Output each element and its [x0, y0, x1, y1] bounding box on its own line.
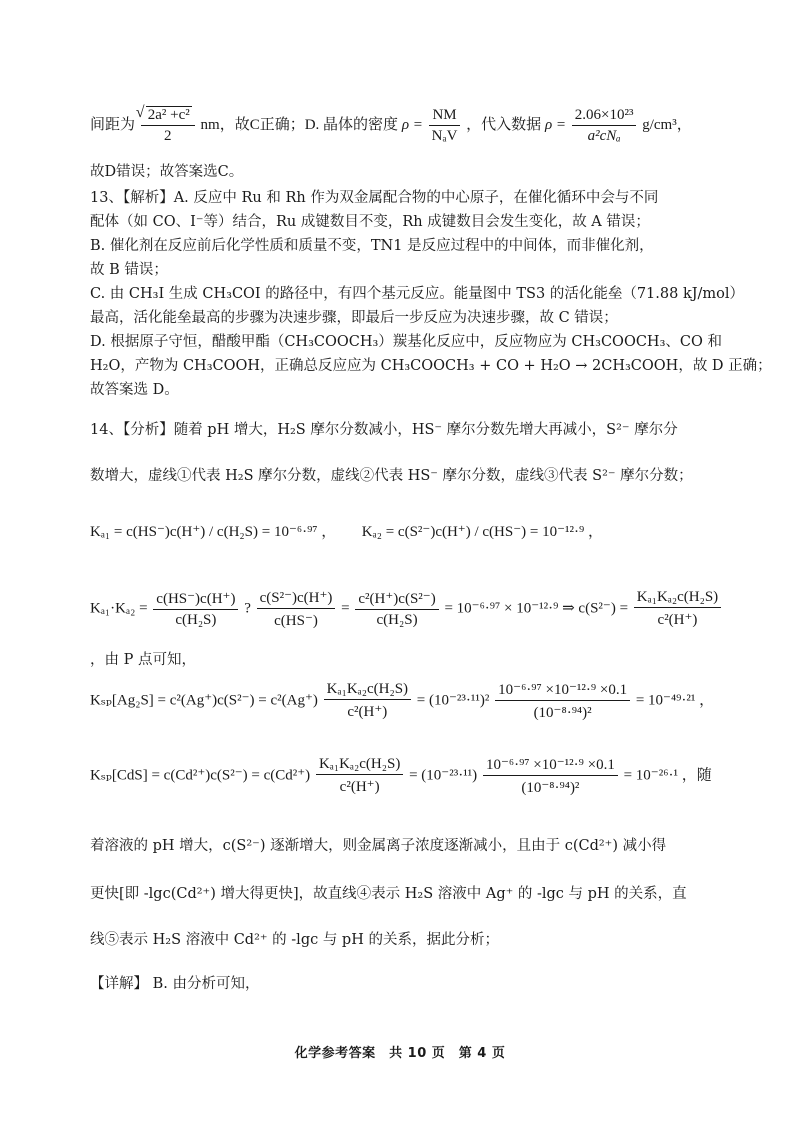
- text-segment: nm，故C正确；D. 晶体的密度: [200, 116, 399, 133]
- q12-density-line: [90, 106, 692, 145]
- text-segment: 间距为: [90, 116, 136, 133]
- fraction: [355, 589, 438, 629]
- fraction: [495, 680, 630, 722]
- q13-line: 故 B 错误；: [90, 262, 168, 278]
- fraction-denominator: (10⁻⁸·⁹⁴)²: [521, 780, 580, 796]
- equation-text: ?: [244, 600, 251, 617]
- fraction: [634, 589, 721, 629]
- fraction-denominator: (10⁻⁸·⁹⁴)²: [533, 705, 592, 721]
- fraction-numerator: NM: [429, 107, 461, 126]
- ksp-ag2s-equation: [90, 680, 714, 722]
- q13-line: B. 催化剂在反应前后化学性质和质量不变，TN1 是反应过程中的中间体，而非催化剂，: [90, 238, 654, 254]
- fraction-denominator: c²(H⁺): [347, 704, 388, 720]
- q13-line: 配体（如 CO、I⁻等）结合，Ru 成键数目不变，Rh 成键数目会发生变化，故 A 错误；: [90, 214, 650, 230]
- q14-detail-line: 【详解】 B. 由分析可知，: [90, 976, 260, 992]
- fraction: [316, 756, 403, 796]
- fraction: [324, 681, 411, 721]
- fraction-numerator: Kₐ₁Kₐ₂c(H₂S): [634, 589, 721, 608]
- equation-text: Kₐ₁·Kₐ₂ =: [90, 600, 148, 617]
- q14-analysis-line: 更快[即 -lgc(Cd²⁺) 增大得更快]，故直线④表示 H₂S 溶液中 Ag⁺ 的 -lgc 与 pH 的关系，直: [90, 886, 687, 902]
- equation-text: = 10⁻⁶·⁹⁷ × 10⁻¹²·⁹ ⇒ c(S²⁻) =: [444, 600, 629, 617]
- ka-equations: [90, 520, 603, 541]
- fraction-density: [429, 107, 461, 145]
- equation-text: Kₛₚ[CdS] = c(Cd²⁺)c(S²⁻) = c(Cd²⁺): [90, 767, 311, 784]
- ka-product-equation: Kₐ₁·Kₐ₂ = $\frac{c(HS^-)c(H^+)}{\text{c(H₂S)}}$ ? $\frac{\text{c(S²⁻)c(H⁺)}}{c(HS^-)}$ = $\frac{\text{c²(H⁺)c(S²⁻)}}{\text{c(H₂S)}}$ = 10⁻⁶·⁹⁷ × 10⁻¹²·⁹ ⇒ c(S²⁻) = $\frac{\text{Kₐ₁Kₐ₂c(H₂S)}}{\text{c²(H⁺)}}$: [90, 588, 723, 630]
- q14-analysis-line: 数增大，虚线①代表 H₂S 摩尔分数，虚线②代表 HS⁻ 摩尔分数，虚线③代表 S²⁻ 摩尔分数；: [90, 468, 693, 484]
- q13-line: C. 由 CH₃I 生成 CH₃COI 的路径中，有四个基元反应。能量图中 TS3 的活化能垒（71.88 kJ/mol）: [90, 286, 745, 302]
- fraction-denominator: c(H₂S): [175, 612, 217, 628]
- rho-symbol: ρ =: [401, 116, 423, 133]
- page-footer: 化学参考答案 共 10 页 第 4 页: [294, 1046, 506, 1061]
- fraction-numerator: c(S²⁻)c(H⁺): [257, 588, 336, 609]
- unit-text: g/cm³，: [642, 116, 692, 133]
- fraction-denominator: a²cNₐ: [587, 127, 621, 144]
- fraction-denominator: c²(H⁺): [657, 612, 698, 628]
- fraction-numerator: Kₐ₁Kₐ₂c(H₂S): [324, 681, 411, 700]
- ksp-cds-equation: [90, 755, 712, 797]
- fraction-numerator: 10⁻⁶·⁹⁷ ×10⁻¹²·⁹ ×0.1: [495, 680, 630, 701]
- q14-analysis-line: 14、【分析】随着 pH 增大，H₂S 摩尔分数减小，HS⁻ 摩尔分数先增大再减小，S²⁻ 摩尔分: [90, 422, 678, 438]
- rho-symbol: ρ =: [544, 116, 567, 133]
- q13-line: D. 根据原子守恒，醋酸甲酯（CH₃COOCH₃）羰基化反应中，反应物应为 CH₃COOCH₃、CO 和: [90, 334, 722, 350]
- fraction: [483, 755, 618, 797]
- q14-analysis-line: 线⑤表示 H₂S 溶液中 Cd²⁺ 的 -lgc 与 pH 的关系，据此分析；: [90, 932, 499, 948]
- q14-analysis-line: 着溶液的 pH 增大，c(S²⁻) 逐渐增大，则金属离子浓度逐渐减小，且由于 c(Cd²⁺) 减小得: [90, 838, 667, 854]
- fraction-numerator: c(HS⁻)c(H⁺): [153, 589, 238, 610]
- ka2-equation: Kₐ₂ = c(S²⁻)c(H⁺) / c(HS⁻) = 10⁻¹²·⁹ ，: [361, 524, 603, 540]
- equation-text: = (10⁻²³·¹¹): [409, 767, 478, 784]
- q12-conclusion: 故D错误；故答案选C。: [90, 164, 244, 180]
- q13-line: H₂O，产物为 CH₃COOH，正确总反应应为 CH₃COOCH₃ + CO + H₂O → 2CH₃COOH，故 D 正确；: [90, 358, 772, 374]
- fraction-numerator: 10⁻⁶·⁹⁷ ×10⁻¹²·⁹ ×0.1: [483, 755, 618, 776]
- fraction-denominator: 2: [164, 128, 172, 144]
- equation-text: = 10⁻⁴⁹·²¹ ，: [635, 692, 715, 709]
- q14-p-point-note: ，由 P 点可知，: [90, 652, 196, 668]
- fraction-denominator: NₐV: [431, 127, 458, 144]
- equation-text: Kₛₚ[Ag₂S] = c²(Ag⁺)c(S²⁻) = c²(Ag⁺): [90, 692, 318, 709]
- fraction-numerator: 2.06×10²³: [572, 107, 637, 126]
- equation-text: = (10⁻²³·¹¹)²: [416, 692, 490, 709]
- fraction-data: [572, 107, 637, 145]
- fraction-spacing: [141, 106, 195, 145]
- q13-line: 13、【解析】A. 反应中 Ru 和 Rh 作为双金属配合物的中心原子，在催化循环中会与不同: [90, 190, 659, 206]
- fraction: [257, 588, 336, 630]
- text-segment: ，代入数据: [466, 116, 542, 133]
- q13-line: 故答案选 D。: [90, 382, 179, 398]
- sqrt-expression: √ 2a² +c²: [146, 106, 192, 124]
- q13-line: 最高，活化能垒最高的步骤为决速步骤，即最后一步反应为决速步骤，故 C 错误；: [90, 310, 618, 326]
- fraction-denominator: c(HS⁻): [274, 613, 318, 629]
- fraction: [153, 589, 238, 629]
- fraction-denominator: c²(H⁺): [339, 779, 380, 795]
- fraction-numerator: c²(H⁺)c(S²⁻): [355, 589, 438, 610]
- fraction-denominator: c(H₂S): [376, 612, 418, 628]
- ka1-equation: Kₐ₁ = c(HS⁻)c(H⁺) / c(H₂S) = 10⁻⁶·⁹⁷ ，: [90, 524, 337, 540]
- equation-text: = 10⁻²⁶·¹ ，随: [623, 767, 712, 784]
- fraction-numerator: Kₐ₁Kₐ₂c(H₂S): [316, 756, 403, 775]
